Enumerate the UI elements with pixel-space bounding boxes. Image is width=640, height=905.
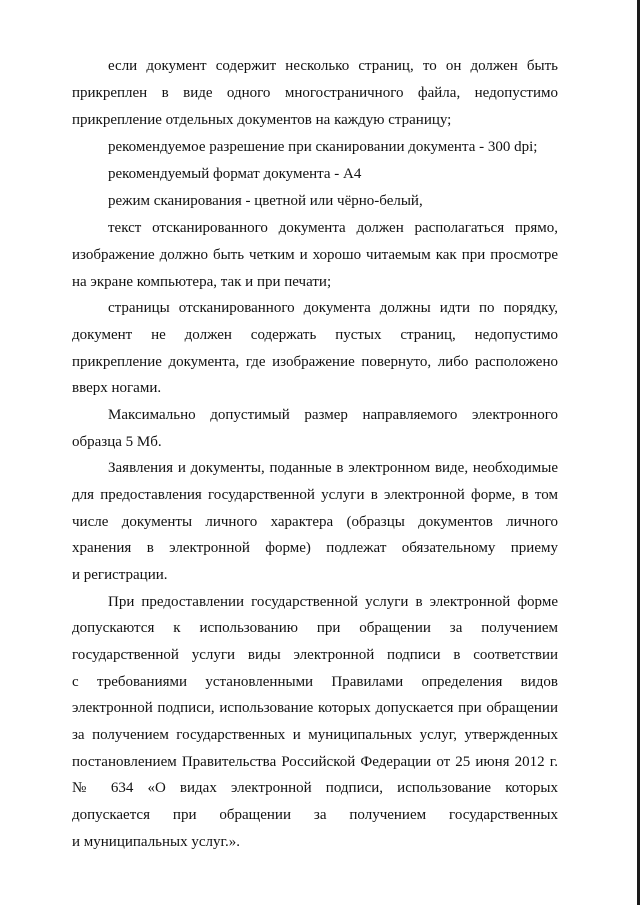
text-line: и регистрации. <box>72 567 168 583</box>
text-line: числе документы личного характера (образцы документов личного <box>72 514 558 530</box>
text-line: и муниципальных услуг.». <box>72 834 240 850</box>
text-line: за получением государственных и муниципальных услуг, утвержденных <box>72 727 558 743</box>
text-line: прикрепление документа, где изображение повернуто, либо расположено <box>72 354 558 370</box>
text-line: Заявления и документы, поданные в электронном виде, необходимые <box>108 460 558 476</box>
text-line: прикреплен в виде одного многостраничного файла, недопустимо <box>72 85 558 101</box>
text-line: документ не должен содержать пустых страниц, недопустимо <box>72 327 558 343</box>
text-line: допускается при обращении за получением государственных <box>72 807 558 823</box>
text-line: текст отсканированного документа должен располагаться прямо, <box>108 220 558 236</box>
text-line: постановлением Правительства Российской Федерации от 25 июня 2012 г. <box>72 754 558 770</box>
text-line: № 634 «О видах электронной подписи, использование которых <box>72 780 558 796</box>
text-line: При предоставлении государственной услуги в электронной форме <box>108 594 558 610</box>
text-line: режим сканирования - цветной или чёрно-белый, <box>108 193 423 209</box>
text-line: для предоставления государственной услуги в электронной форме, в том <box>72 487 558 503</box>
text-line: государственной услуги виды электронной подписи в соответствии <box>72 647 558 663</box>
text-line: изображение должно быть четким и хорошо читаемым как при просмотре <box>72 247 558 263</box>
text-line: рекомендуемое разрешение при сканировании документа - 300 dpi; <box>108 139 538 155</box>
text-line: допускаются к использованию при обращении за получением <box>72 620 558 636</box>
text-line: вверх ногами. <box>72 380 162 396</box>
text-line: Максимально допустимый размер направляемого электронного <box>108 407 558 423</box>
text-line: если документ содержит несколько страниц, то он должен быть <box>108 58 558 74</box>
text-line: с требованиями установленными Правилами определения видов <box>72 674 558 690</box>
text-line: страницы отсканированного документа должны идти по порядку, <box>108 300 558 316</box>
text-line: прикрепление отдельных документов на каждую страницу; <box>72 112 452 128</box>
text-line: электронной подписи, использование которых допускается при обращении <box>72 700 558 716</box>
text-line: рекомендуемый формат документа - А4 <box>108 166 362 182</box>
text-line: хранения в электронной форме) подлежат обязательному приему <box>72 540 558 556</box>
text-line: образца 5 Мб. <box>72 434 162 450</box>
text-line: на экране компьютера, так и при печати; <box>72 274 332 290</box>
